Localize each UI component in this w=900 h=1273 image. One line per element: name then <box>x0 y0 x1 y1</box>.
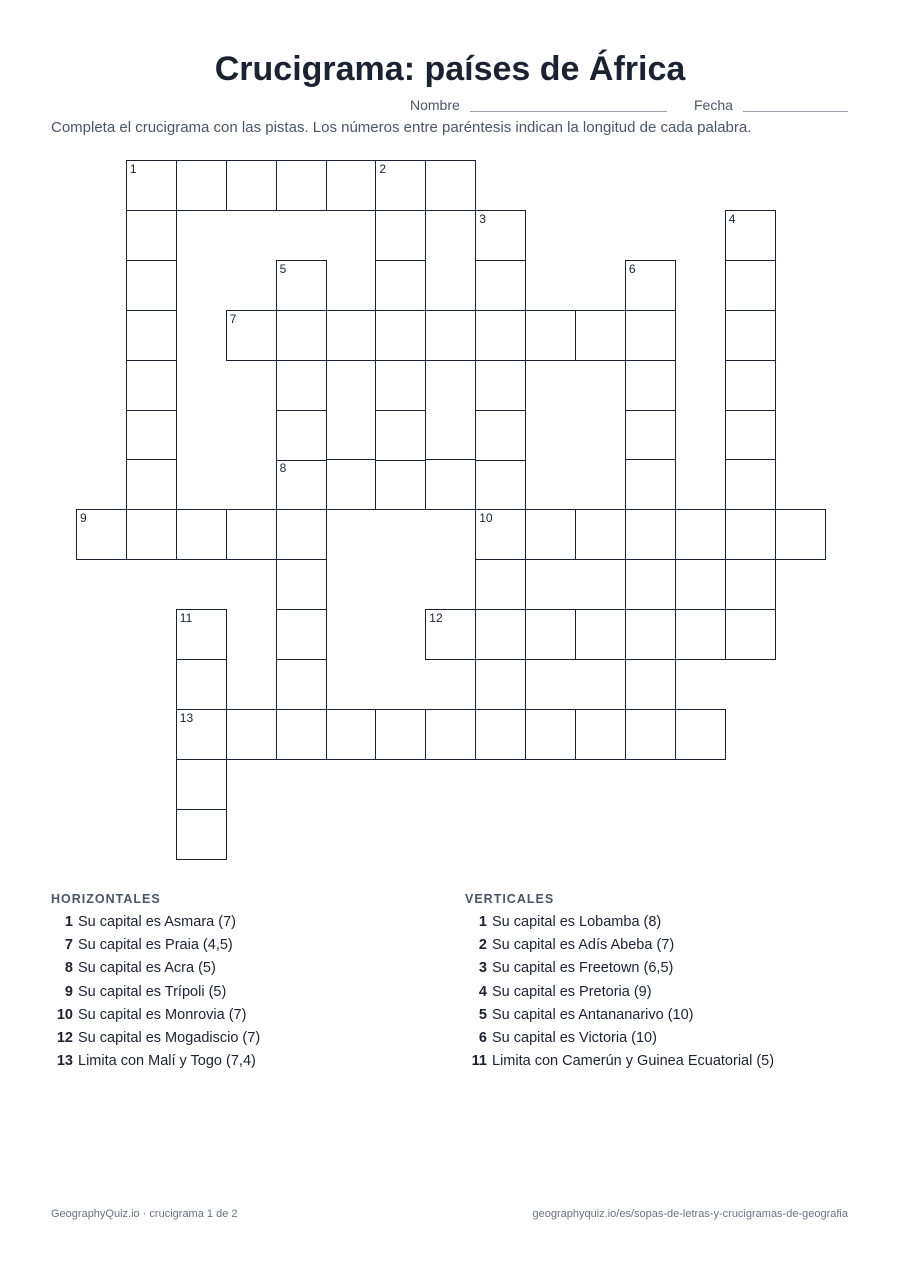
clue-text: Su capital es Victoria (10) <box>492 1029 657 1046</box>
clue-item <box>51 1030 260 1053</box>
crossword-cell[interactable] <box>425 160 476 211</box>
crossword-cell[interactable] <box>226 310 277 361</box>
crossword-cell[interactable] <box>176 759 227 810</box>
cell-number: 9 <box>80 511 87 526</box>
footer-right: geographyquiz.io/es/sopas-de-letras-y-crucigramas-de-geografia <box>532 1208 848 1220</box>
crossword-cell[interactable] <box>375 210 426 261</box>
clue-item <box>465 1007 774 1030</box>
clue-text: Su capital es Lobamba (8) <box>492 914 662 930</box>
clue-text: Su capital es Pretoria (9) <box>492 983 652 1000</box>
crossword-cell[interactable] <box>126 210 177 261</box>
page-title: Crucigrama: países de África <box>214 50 686 88</box>
crossword-cell[interactable] <box>625 509 676 560</box>
crossword-cell[interactable] <box>126 310 177 361</box>
clue-item <box>51 960 260 983</box>
cell-number: 7 <box>229 311 237 326</box>
crossword-cell[interactable] <box>226 509 277 560</box>
clue-item <box>465 937 774 960</box>
crossword-cell[interactable] <box>625 260 676 311</box>
crossword-cell[interactable] <box>176 160 227 211</box>
clue-number: 9 <box>64 983 73 1000</box>
crossword-cell[interactable] <box>276 160 327 211</box>
clue-text: Su capital es Asmara (7) <box>78 914 236 930</box>
clue-number: 13 <box>56 1053 73 1070</box>
crossword-cell[interactable] <box>675 509 726 560</box>
cell-number: 11 <box>179 611 193 626</box>
crossword-cell[interactable] <box>126 260 177 311</box>
crossword-cell[interactable] <box>326 459 377 510</box>
crossword-cell[interactable] <box>725 410 776 461</box>
crossword-cell[interactable] <box>625 310 676 361</box>
clue-text: Su capital es Monrovia (7) <box>78 1006 247 1023</box>
crossword-cell[interactable] <box>575 310 626 361</box>
instructions: Completa el crucigrama con las pistas. Los números entre paréntesis indican la longitud de cada palabra. <box>51 119 752 136</box>
crossword-cell[interactable] <box>276 260 327 311</box>
clue-number: 1 <box>478 914 487 930</box>
clue-text: Limita con Camerún y Guinea Ecuatorial (5) <box>492 1053 775 1070</box>
clue-number: 11 <box>471 1053 487 1070</box>
crossword-cell[interactable] <box>725 210 776 261</box>
crossword-cell[interactable] <box>625 459 676 510</box>
crossword-cell[interactable] <box>326 160 377 211</box>
clue-item <box>465 960 774 983</box>
crossword-cell[interactable] <box>176 809 227 860</box>
crossword-cell[interactable] <box>276 609 327 660</box>
clue-number: 10 <box>56 1006 73 1023</box>
clue-item <box>51 1053 260 1076</box>
crossword-cell[interactable] <box>276 459 327 510</box>
crossword-cell[interactable] <box>475 410 526 461</box>
clue-text: Su capital es Adís Abeba (7) <box>492 937 675 954</box>
crossword-cell[interactable] <box>276 509 327 560</box>
crossword-cell[interactable] <box>725 310 776 361</box>
crossword-cell[interactable] <box>475 260 526 311</box>
crossword-cell[interactable] <box>725 609 776 660</box>
crossword-cell[interactable] <box>575 509 626 560</box>
clue-text: Su capital es Acra (5) <box>78 960 216 977</box>
clue-item <box>465 1053 774 1076</box>
down-heading: VERTICALES <box>465 892 555 906</box>
clue-number: 4 <box>478 983 487 1000</box>
clue-item <box>51 984 260 1007</box>
crossword-cell[interactable] <box>625 609 676 660</box>
crossword-cell[interactable] <box>675 709 726 760</box>
clue-item <box>465 1030 774 1053</box>
crossword-cell[interactable] <box>475 509 526 560</box>
crossword-cell[interactable] <box>276 709 327 760</box>
clue-number: 1 <box>64 914 73 930</box>
cell-number: 3 <box>479 211 486 226</box>
cell-number: 8 <box>279 461 287 476</box>
clue-number: 5 <box>478 1006 487 1023</box>
clue-text: Limita con Malí y Togo (7,4) <box>78 1053 256 1070</box>
crossword-cell[interactable] <box>276 410 327 461</box>
crossword-cell[interactable] <box>625 559 676 610</box>
crossword-cell[interactable] <box>525 609 576 660</box>
crossword-cell[interactable] <box>475 709 526 760</box>
crossword-cell[interactable] <box>475 310 526 361</box>
clue-number: 7 <box>64 937 73 954</box>
crossword-cell[interactable] <box>276 360 327 411</box>
cell-number: 1 <box>129 162 137 176</box>
clue-item <box>51 914 260 937</box>
date-label: Fecha <box>694 97 733 113</box>
clue-number: 3 <box>478 960 487 977</box>
clue-item <box>51 937 260 960</box>
crossword-cell[interactable] <box>176 659 227 710</box>
crossword-cell[interactable] <box>126 360 177 411</box>
crossword-cell[interactable] <box>575 609 626 660</box>
crossword-cell[interactable] <box>126 410 177 461</box>
crossword-cell[interactable] <box>375 360 426 411</box>
clue-item <box>465 984 774 1007</box>
clue-text: Su capital es Praia (4,5) <box>78 937 233 954</box>
crossword-cell[interactable] <box>475 360 526 411</box>
crossword-cell[interactable] <box>525 709 576 760</box>
crossword-cell[interactable] <box>625 659 676 710</box>
down-clue-list <box>465 914 774 1076</box>
crossword-cell[interactable] <box>126 459 177 510</box>
crossword-cell[interactable] <box>475 609 526 660</box>
crossword-cell[interactable] <box>276 310 327 361</box>
crossword-cell[interactable] <box>326 709 377 760</box>
name-label: Nombre <box>410 97 460 113</box>
crossword-cell[interactable] <box>226 709 277 760</box>
crossword-cell[interactable] <box>575 709 626 760</box>
clue-text: Su capital es Trípoli (5) <box>78 983 227 1000</box>
crossword-cell[interactable] <box>725 509 776 560</box>
crossword-cell[interactable] <box>725 459 776 510</box>
crossword-cell[interactable] <box>375 260 426 311</box>
clue-text: Su capital es Freetown (6,5) <box>492 960 674 977</box>
footer-left: GeographyQuiz.io · crucigrama 1 de 2 <box>51 1208 238 1220</box>
crossword-cell[interactable] <box>176 709 227 760</box>
crossword-cell[interactable] <box>725 559 776 610</box>
crossword-cell[interactable] <box>176 509 227 560</box>
clue-number: 12 <box>56 1029 73 1046</box>
clue-number: 2 <box>478 937 487 954</box>
cell-number: 2 <box>379 162 387 176</box>
crossword-cell[interactable] <box>425 459 476 510</box>
crossword-cell[interactable] <box>525 509 576 560</box>
crossword-cell[interactable] <box>725 260 776 311</box>
crossword-cell[interactable] <box>326 310 377 361</box>
crossword-cell[interactable] <box>775 509 826 560</box>
crossword-cell[interactable] <box>475 459 526 510</box>
cell-number: 10 <box>479 511 493 526</box>
across-heading: HORIZONTALES <box>51 892 161 906</box>
crossword-cell[interactable] <box>425 310 476 361</box>
crossword-cell[interactable] <box>375 160 426 211</box>
cell-number: 12 <box>429 611 443 626</box>
crossword-cell[interactable] <box>625 709 676 760</box>
cell-number: 6 <box>628 261 636 276</box>
crossword-cell[interactable] <box>375 709 426 760</box>
crossword-cell[interactable] <box>625 360 676 411</box>
crossword-cell[interactable] <box>375 459 426 510</box>
crossword-cell[interactable] <box>126 160 177 211</box>
crossword-cell[interactable] <box>725 360 776 411</box>
crossword-cell[interactable] <box>276 659 327 710</box>
clue-text: Su capital es Antananarivo (10) <box>492 1006 694 1023</box>
crossword-cell[interactable] <box>375 310 426 361</box>
across-clue-list <box>51 914 260 1076</box>
clue-number: 6 <box>478 1029 487 1046</box>
crossword-cell[interactable] <box>475 659 526 710</box>
crossword-cell[interactable] <box>675 609 726 660</box>
clue-number: 8 <box>64 960 73 977</box>
clue-item <box>465 914 774 937</box>
crossword-cell[interactable] <box>176 609 227 660</box>
crossword-cell[interactable] <box>425 709 476 760</box>
crossword-cell[interactable] <box>425 609 476 660</box>
clue-item <box>51 1007 260 1030</box>
crossword-cell[interactable] <box>126 509 177 560</box>
crossword-cell[interactable] <box>226 160 277 211</box>
clue-text: Su capital es Mogadiscio (7) <box>78 1029 261 1046</box>
crossword-cell[interactable] <box>76 509 127 560</box>
crossword-cell[interactable] <box>475 559 526 610</box>
cell-number: 5 <box>279 261 287 276</box>
crossword-cell[interactable] <box>276 559 327 610</box>
cell-number: 13 <box>179 710 194 725</box>
cell-number: 4 <box>728 211 736 226</box>
crossword-cell[interactable] <box>375 410 426 461</box>
crossword-cell[interactable] <box>625 410 676 461</box>
crossword-cell[interactable] <box>475 210 526 261</box>
crossword-cell[interactable] <box>525 310 576 361</box>
